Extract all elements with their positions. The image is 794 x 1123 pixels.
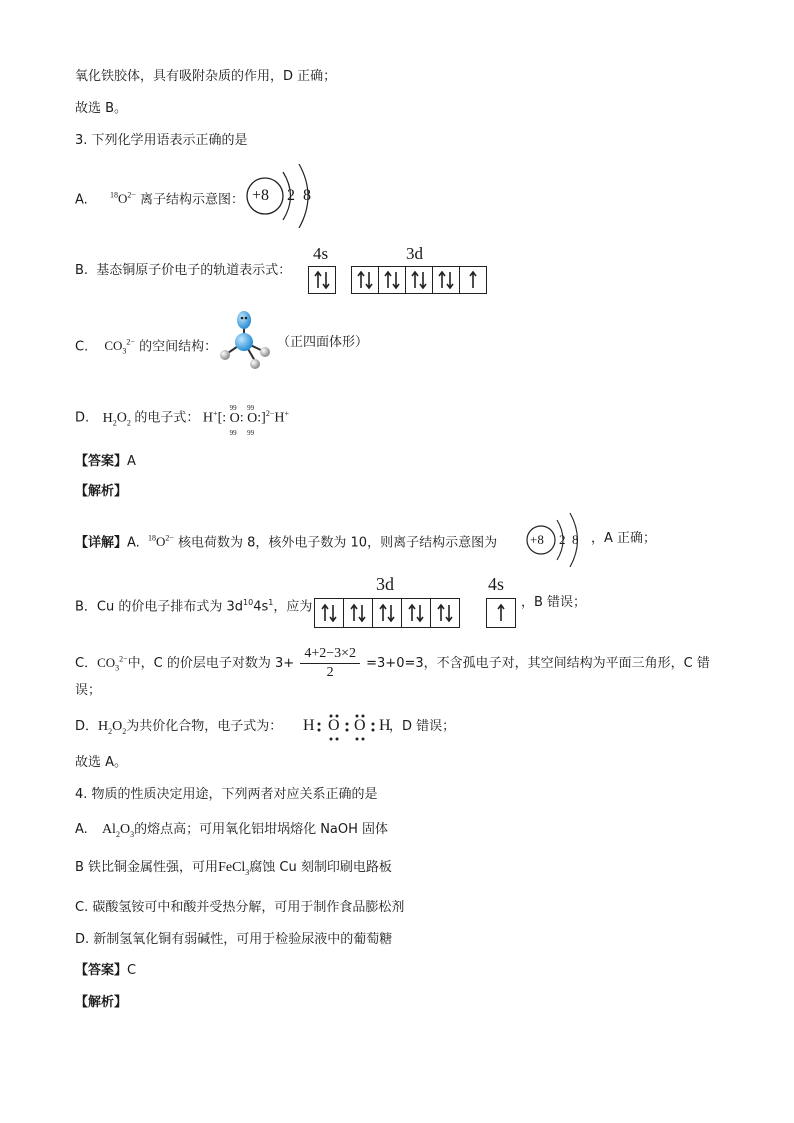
formula-sub: 2 — [126, 418, 131, 428]
text-line: 故选 B。 — [75, 101, 128, 116]
ion-charge: 2− — [127, 191, 136, 200]
formula-sub: 3 — [130, 829, 135, 839]
analysis-label: 【解析】 — [75, 484, 128, 499]
element-symbol: O — [117, 191, 128, 207]
formula-co: CO — [104, 338, 123, 354]
orbital-box-pair — [344, 599, 373, 627]
atom-o: O — [354, 717, 366, 734]
orbital-box-pair — [433, 267, 460, 293]
detail-a — [75, 529, 497, 553]
bracket-left: [ — [217, 410, 223, 426]
formula-co: CO — [97, 655, 116, 670]
orbital-box-single — [487, 599, 515, 627]
orbital-box-pair — [373, 599, 402, 627]
detail-d-end: ，D 错误； — [389, 719, 456, 734]
shell-electrons-2: 8 — [303, 187, 311, 204]
question-4-stem: 4. 物质的性质决定用途，下列两者对应关系正确的是 — [75, 787, 378, 802]
option-4d: D. 新制氢氧化铜有弱碱性，可用于检验尿液中的葡萄糖 — [75, 932, 393, 947]
detail-label: 【详解】 — [75, 535, 128, 551]
isotope-mass: 18 — [109, 191, 118, 200]
formula-sub: 2 — [108, 726, 113, 736]
orbital-box-pair — [431, 599, 459, 627]
option-text: 离子结构示意图： — [139, 192, 244, 208]
orbital-label-3d: 3d — [406, 244, 423, 263]
oxygen-symbol: O — [247, 410, 258, 426]
nucleus-charge: +8 — [530, 532, 544, 547]
shell-electrons-1: 2 — [287, 187, 295, 204]
option-text: 基态铜原子价电子的轨道表示式： — [96, 263, 292, 278]
formula-h: H — [98, 719, 109, 734]
orbital-box-pair — [315, 599, 344, 627]
tetrahedral-model-svg — [213, 308, 273, 374]
charge-plus: + — [284, 409, 289, 418]
ion-structure-diagram-small — [524, 510, 590, 570]
fraction — [300, 645, 360, 682]
orbital-box-pair — [379, 267, 406, 293]
answer-value: C — [127, 963, 137, 978]
orbital-label-4s: 4s — [313, 244, 329, 263]
answer-value: A — [127, 454, 136, 469]
lone-pair-top: 99 — [247, 403, 255, 412]
option-4c: C. 碳酸氢铵可中和酸并受热分解，可用于制作食品膨松剂 — [75, 900, 405, 915]
oxygen-with-dots — [229, 403, 240, 437]
formula-o: O — [112, 719, 123, 734]
detail-option: A. — [127, 535, 140, 551]
electron-formula-h: H — [202, 410, 214, 426]
formula-charge: 2− — [119, 654, 128, 664]
formula-al: Al — [101, 822, 116, 837]
shell-electrons-2: 8 — [572, 532, 579, 547]
detail-text: 中，C 的价层电子对数为 3+ — [127, 656, 295, 671]
formula-o: O — [119, 822, 131, 837]
formula-charge: 2− — [126, 338, 135, 347]
formula-o: O — [116, 410, 127, 426]
lone-pair-bottom: 99 — [247, 428, 255, 437]
molecule-model — [213, 308, 273, 374]
fraction-numerator: 4+2−3×2 — [300, 645, 360, 664]
option-text: 的熔点高；可用氧化铝坩埚熔化 NaOH 固体 — [134, 822, 389, 837]
detail-b — [75, 593, 312, 617]
detail-a-end: ，A 正确； — [591, 531, 657, 546]
formula-sub: 2 — [115, 829, 120, 839]
detail-text: C． — [75, 656, 98, 671]
detail-d — [75, 717, 282, 742]
orbital-box-pair — [402, 599, 431, 627]
nucleus-charge: +8 — [252, 187, 270, 204]
ion-structure-diagram — [243, 160, 323, 232]
ion-charge: 2− — [165, 534, 174, 543]
oxygen-symbol: O — [229, 410, 240, 426]
colon: : — [239, 410, 244, 426]
formula-sub: 2 — [122, 726, 127, 736]
formula-sub: 2 — [112, 418, 117, 428]
option-3d — [75, 403, 289, 437]
orbital-box-pair — [309, 267, 335, 293]
option-text: 腐蚀 Cu 刻制印刷电路板 — [249, 860, 392, 875]
superscript: 10 — [243, 598, 254, 607]
formula-fecl: FeCl — [218, 860, 246, 875]
text-line: 氧化铁胶体，具有吸附杂质的作用，D 正确； — [75, 69, 337, 84]
atom-h: H — [379, 717, 391, 734]
atom-o: O — [328, 717, 340, 734]
detail-text: 核电荷数为 8，核外电子数为 10，则离子结构示意图为 — [178, 535, 498, 551]
detail-text: D． — [75, 719, 99, 734]
orbital-label-3d: 3d — [376, 574, 394, 594]
option-text: B 铁比铜金属性强，可用 — [75, 860, 219, 875]
detail-text: =3+0=3，不含孤电子对，其空间结构为平面三角形，C 错 — [366, 656, 710, 671]
isotope-mass: 18 — [147, 534, 156, 543]
option-label: A. — [75, 192, 88, 208]
formula-sub: 3 — [122, 346, 127, 356]
option-3c — [75, 333, 217, 362]
orbital-4s — [308, 266, 336, 294]
lone-pair-bottom: 99 — [229, 428, 237, 437]
atom-h: H — [303, 717, 315, 734]
shell-electrons-1: 2 — [559, 532, 566, 547]
question-3-stem: 3. 下列化学用语表示正确的是 — [75, 133, 248, 148]
element-symbol: O — [155, 534, 166, 550]
shape-note: （正四面体形） — [277, 335, 369, 350]
detail-text: 4s — [253, 599, 269, 615]
oxygen-with-dots — [247, 403, 258, 437]
detail-c-cont: 误； — [75, 683, 102, 698]
analysis-label: 【解析】 — [75, 995, 128, 1010]
option-4b — [75, 858, 392, 883]
bracket-right: :] — [257, 410, 266, 426]
option-4a — [75, 820, 388, 845]
charge-plus: + — [213, 409, 218, 418]
orbital-label-4s: 4s — [488, 574, 505, 594]
option-label: A. — [75, 822, 88, 837]
orbital-3d — [351, 266, 487, 294]
lone-pair-top: 99 — [229, 403, 237, 412]
detail-b-end: ，B 错误； — [521, 595, 587, 610]
detail-text: ，应为 — [273, 599, 313, 615]
ion-charge: 2− — [265, 409, 275, 418]
superscript: 1 — [268, 598, 274, 607]
orbital-3d-correct — [314, 598, 460, 628]
colon: : — [222, 410, 227, 426]
detail-c — [75, 645, 710, 682]
option-label: C. — [75, 339, 89, 355]
orbital-box-pair — [406, 267, 433, 293]
answer-3 — [75, 452, 136, 472]
orbital-box-single — [460, 267, 486, 293]
fraction-denominator: 2 — [326, 665, 334, 680]
option-label: B. — [75, 263, 89, 278]
electron-formula-h: H — [274, 410, 285, 426]
orbital-box-pair — [352, 267, 379, 293]
formula-sub: 3 — [245, 867, 250, 877]
detail-text: 为共价化合物，电子式为： — [126, 719, 283, 734]
answer-label: 【答案】 — [75, 963, 128, 978]
option-text: 的空间结构： — [139, 339, 218, 355]
option-3a — [75, 186, 244, 210]
formula-h: H — [102, 410, 113, 426]
answer-4 — [75, 961, 136, 981]
option-text: 的电子式： — [134, 410, 200, 426]
option-3b — [75, 261, 291, 281]
orbital-4s-correct — [486, 598, 516, 628]
choose-line: 故选 A。 — [75, 755, 128, 770]
answer-label: 【答案】 — [75, 454, 128, 469]
lewis-structure-h2o2 — [303, 712, 393, 742]
detail-text: B．Cu 的价电子排布式为 3d — [75, 599, 244, 615]
option-label: D. — [75, 410, 90, 426]
formula-sub: 3 — [115, 663, 120, 673]
